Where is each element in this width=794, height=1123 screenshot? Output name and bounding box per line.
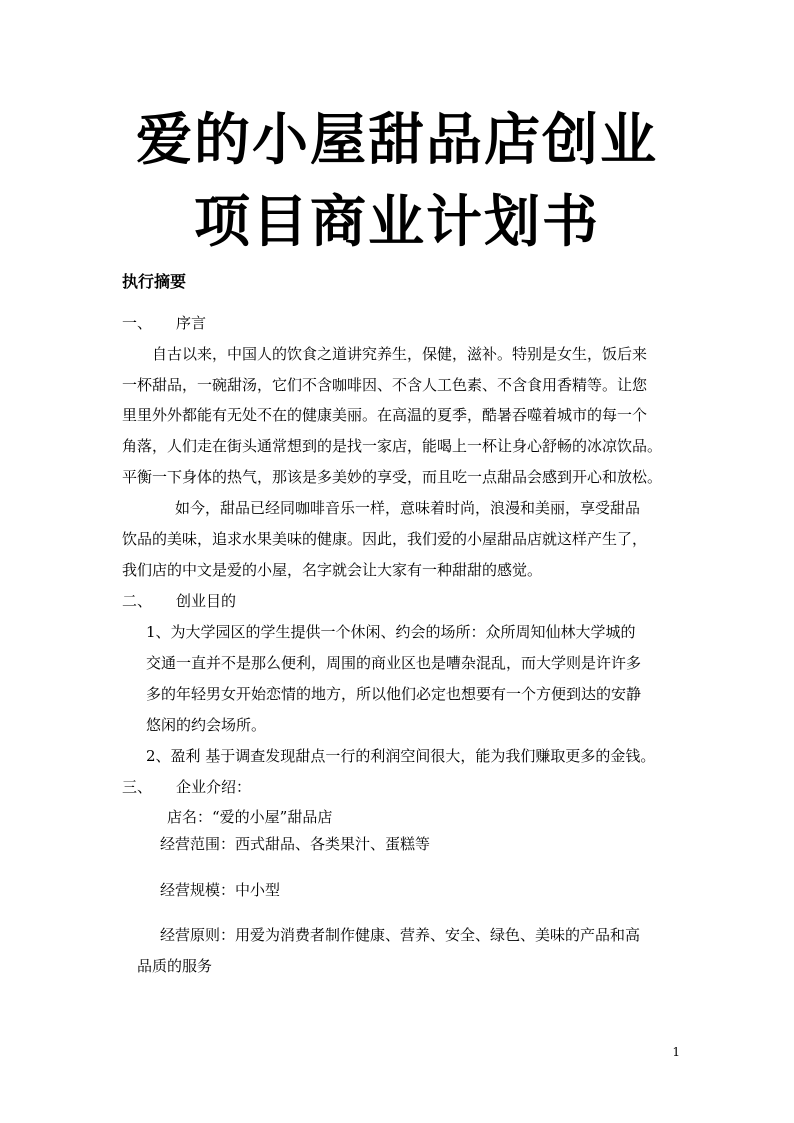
- section-2-number: 二、: [122, 592, 153, 610]
- list-item-line: 1、为大学园区的学生提供一个休闲、约会的场所：众所周知仙林大学城的: [146, 623, 636, 641]
- paragraph-line: 如今，甜品已经同咖啡音乐一样，意味着时尚，浪漫和美丽，享受甜品: [175, 499, 641, 517]
- paragraph-line: 平衡一下身体的热气，那该是多美妙的享受，而且吃一点甜品会感到开心和放松。: [122, 468, 663, 486]
- paragraph-line: 一杯甜品，一碗甜汤，它们不含咖啡因、不含人工色素、不含食用香精等。让您: [122, 376, 648, 394]
- document-title-line-2: 项目商业计划书: [194, 190, 600, 255]
- company-info-line: 经营原则：用爱为消费者制作健康、营养、安全、绿色、美味的产品和高: [160, 926, 641, 944]
- company-info-line: 经营范围：西式甜品、各类果汁、蛋糕等: [160, 835, 431, 853]
- section-heading-executive-summary: 执行摘要: [122, 272, 187, 291]
- section-1-title: 序言: [176, 314, 207, 332]
- page-number: 1: [672, 1045, 680, 1059]
- paragraph-line: 自古以来，中国人的饮食之道讲究养生，保健，滋补。特别是女生，饭后来: [152, 345, 648, 363]
- section-3-title: 企业介绍：: [176, 778, 252, 796]
- company-info-line: 品质的服务: [137, 957, 213, 975]
- section-1-number: 一、: [122, 314, 153, 332]
- company-info-line: 经营规模：中小型: [160, 881, 281, 899]
- paragraph-line: 饮品的美味，追求水果美味的健康。因此，我们爱的小屋甜品店就这样产生了，: [122, 530, 648, 548]
- list-item-line: 多的年轻男女开始恋情的地方，所以他们必定也想要有一个方便到达的安静: [146, 685, 642, 703]
- list-item-line: 2、盈利 基于调查发现甜点一行的利润空间很大，能为我们赚取更多的金钱。: [146, 747, 656, 765]
- paragraph-line: 里里外外都能有无处不在的健康美丽。在高温的夏季，酷暑吞噬着城市的每一个: [122, 406, 648, 424]
- section-2-title: 创业目的: [176, 592, 237, 610]
- paragraph-line: 角落，人们走在街头通常想到的是找一家店，能喝上一杯让身心舒畅的冰凉饮品。: [122, 437, 663, 455]
- paragraph-line: 我们店的中文是爱的小屋，名字就会让大家有一种甜甜的感觉。: [122, 561, 543, 579]
- document-title-line-1: 爱的小屋甜品店创业: [136, 108, 658, 173]
- company-info-line: 店名：“爱的小屋”甜品店: [167, 808, 333, 826]
- section-3-number: 三、: [122, 778, 153, 796]
- list-item-line: 交通一直并不是那么便利，周围的商业区也是嘈杂混乱，而大学则是许许多: [146, 654, 642, 672]
- list-item-line: 悠闲的约会场所。: [146, 716, 267, 734]
